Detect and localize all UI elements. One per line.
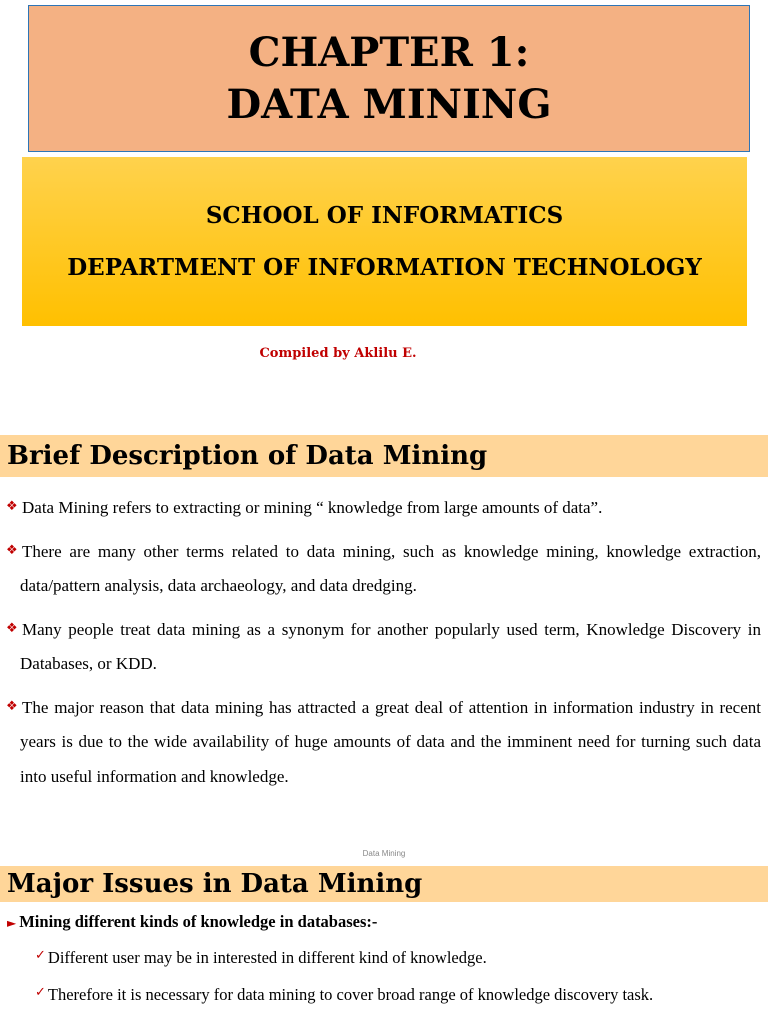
red-diamond-bullet-icon: ❖ [6,620,18,636]
list-item: ❖ Data Mining refers to extracting or mining “ knowledge from large amounts of data”. [6,490,761,526]
list-item: ✓ Therefore it is necessary for data mining to cover broad range of knowledge discovery task. [35,985,654,1004]
department-name: DEPARTMENT OF INFORMATION TECHNOLOGY [67,253,702,281]
chapter-title: CHAPTER 1: [248,28,530,76]
issue-heading: ► Mining different kinds of knowledge in databases:- [7,912,378,931]
list-item: ❖ There are many other terms related to data mining, such as knowledge mining, knowledge extraction, data/pattern analysis, data archaeology, and data dredging. [6,534,761,604]
red-diamond-bullet-icon: ❖ [6,698,18,714]
red-triangle-bullet-icon: ► [7,916,17,930]
list-item: ❖ Many people treat data mining as a synonym for another popularly used term, Knowledge Discovery in Databases, or KDD. [6,612,761,682]
red-diamond-bullet-icon: ❖ [6,542,18,558]
red-checkmark-icon: ✓ [35,948,46,963]
chapter-subject: DATA MINING [226,80,552,128]
slide-footer: Data Mining [362,849,406,858]
description-bullet-list [6,490,761,802]
section-heading-major-issues: Major Issues in Data Mining [0,866,768,902]
school-name: SCHOOL OF INFORMATICS [205,201,564,229]
institution-box [22,157,747,326]
compiled-by: Compiled by Aklilu E. [259,346,417,361]
red-diamond-bullet-icon: ❖ [6,499,18,514]
list-item: ✓ Different user may be in interested in different kind of knowledge. [35,948,487,967]
chapter-title-box [28,5,750,152]
list-item: ❖ The major reason that data mining has attracted a great deal of attention in information industry in recent years is due to the wide availability of huge amounts of data and the imminent need for turning such data into useful information and knowledge. [6,690,761,795]
section-heading-brief-description: Brief Description of Data Mining [0,435,768,477]
red-checkmark-icon: ✓ [35,985,46,1000]
